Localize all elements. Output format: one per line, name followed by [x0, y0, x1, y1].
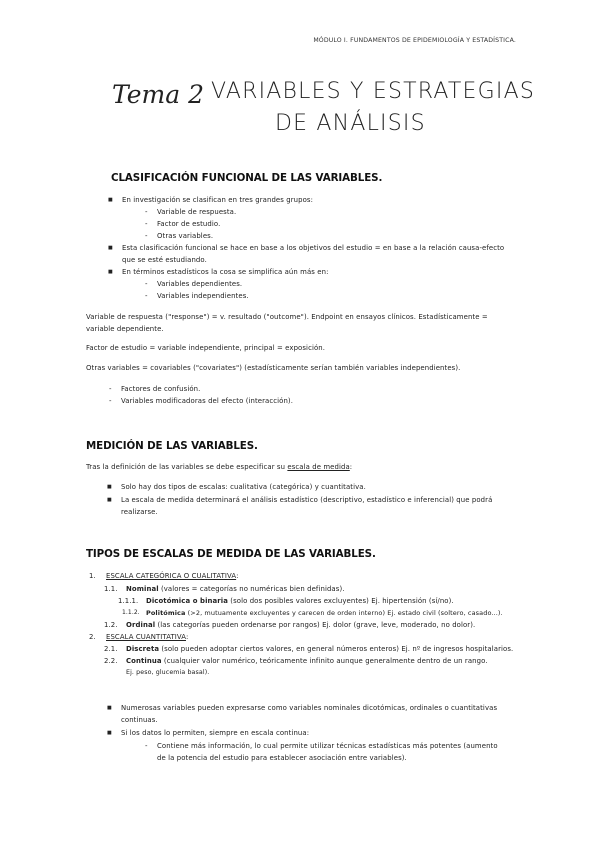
bullet-item: ■ Si los datos lo permiten, siempre en escala continua: [121, 729, 309, 737]
bullet-item-continuation: continuas. [121, 716, 158, 724]
list-item-1-1 [126, 585, 345, 593]
scale-label: ESCALA CATEGÓRICA O CUALITATIVA [106, 572, 237, 580]
bullet-item-continuation: realizarse. [121, 508, 158, 516]
intro-text: Tras la definición de las variables se debe especificar su [86, 463, 288, 471]
page-header: MÓDULO I. FUNDAMENTOS DE EPIDEMIOLOGÍA Y ESTADÍSTICA. [313, 37, 516, 44]
description: (>2, mutuamente excluyentes y carecen de orden interno) Ej. estado civil (soltero, casado...). [185, 609, 503, 617]
paragraph-line: variable dependiente. [86, 325, 164, 333]
dash-item: - Variables modificadoras del efecto (interacción). [121, 397, 293, 405]
list-item-1-1-2 [146, 609, 503, 617]
list-number: 1.1.2. [122, 609, 140, 616]
list-item-1-1-1 [146, 597, 454, 605]
description: (valores = categorías no numéricas bien definidas). [158, 585, 345, 593]
section-heading-scale-types: TIPOS DE ESCALAS DE MEDIDA DE LAS VARIABLES. [86, 548, 376, 560]
list-item-2 [106, 633, 188, 641]
intro-colon: : [349, 463, 353, 471]
sub-list-item: - Otras variables. [157, 232, 213, 240]
page-title-line-1: VARIABLES Y ESTRATEGIAS [211, 79, 535, 104]
bullet-item: ■ Esta clasificación funcional se hace en base a los objetivos del estudio = en base a la relación causa-efecto [122, 244, 504, 252]
sub-list-item: - Factor de estudio. [157, 220, 220, 228]
dash-item: - Factores de confusión. [121, 385, 200, 393]
page-title-line-2: DE ANÁLISIS [275, 111, 426, 136]
underlined-term: escala de medida [287, 463, 350, 471]
bullet-item-continuation: que se esté estudiando. [122, 256, 207, 264]
list-number: 1.2. [104, 621, 118, 629]
bullet-item: ■ En términos estadísticos la cosa se simplifica aún más en: [122, 268, 329, 276]
term: Continua [126, 657, 162, 665]
list-number: 2.1. [104, 645, 118, 653]
description: (las categorías pueden ordenarse por rangos) Ej. dolor (grave, leve, moderado, no dolor). [155, 621, 476, 629]
description: (solo pueden adoptar ciertos valores, en general números enteros) Ej. nº de ingresos hospitalarios. [159, 645, 514, 653]
term: Ordinal [126, 621, 156, 629]
paragraph-line: Factor de estudio = variable independiente, principal = exposición. [86, 344, 326, 352]
bullet-item: ■ La escala de medida determinará el análisis estadístico (descriptivo, estadístico e inferencial) que podrá [121, 496, 492, 504]
list-item-1 [106, 572, 239, 580]
sub-list-item: - Variables independientes. [157, 292, 249, 300]
list-number: 1.1. [104, 585, 118, 593]
bullet-item: ■ Numerosas variables pueden expresarse como variables nominales dicotómicas, ordinales o cuantitativas [121, 704, 497, 712]
scale-colon: : [185, 633, 189, 641]
scale-label: ESCALA CUANTITATIVA [106, 633, 186, 641]
list-number: 1.1.1. [118, 597, 139, 605]
sub-list-item-continuation: de la potencia del estudio para establecer asociación entre variables). [157, 754, 407, 762]
paragraph-line [86, 463, 352, 471]
description: (solo dos posibles valores excluyentes) Ej. hipertensión (sí/no). [228, 597, 454, 605]
sub-list-item: - Variables dependientes. [157, 280, 242, 288]
topic-number: Tema 2 [112, 80, 204, 109]
term: Nominal [126, 585, 159, 593]
list-number: 2.2. [104, 657, 118, 665]
list-item-1-2 [126, 621, 475, 629]
term: Discreta [126, 645, 160, 653]
scale-colon: : [236, 572, 239, 580]
list-number: 1. [89, 572, 96, 580]
bullet-item: ■ Solo hay dos tipos de escalas: cualitativa (categórica) y cuantitativa. [121, 483, 366, 491]
section-heading-classification: CLASIFICACIÓN FUNCIONAL DE LAS VARIABLES. [111, 172, 383, 184]
term: Politómica [146, 609, 186, 617]
bullet-item: ■ En investigación se clasifican en tres grandes grupos: [122, 196, 313, 204]
list-number: 2. [89, 633, 96, 641]
term: Dicotómica o binaria [146, 597, 228, 605]
list-item-continuation: Ej. peso, glucemia basal). [126, 669, 210, 676]
paragraph-line: Variable de respuesta ("response") = v. resultado ("outcome"). Endpoint en ensayos clínicos. Estadísticamente = [86, 313, 488, 321]
section-heading-measurement: MEDICIÓN DE LAS VARIABLES. [86, 440, 258, 452]
description: (cualquier valor numérico, teóricamente infinito aunque generalmente dentro de un rango. [161, 657, 488, 665]
sub-list-item: - Contiene más información, lo cual permite utilizar técnicas estadísticas más potentes (aumento [157, 742, 498, 750]
sub-list-item: - Variable de respuesta. [157, 208, 236, 216]
list-item-2-1 [126, 645, 513, 653]
paragraph-line: Otras variables = covariables ("covariates") (estadísticamente serían también variables independientes). [86, 364, 461, 372]
list-item-2-2 [126, 657, 488, 665]
